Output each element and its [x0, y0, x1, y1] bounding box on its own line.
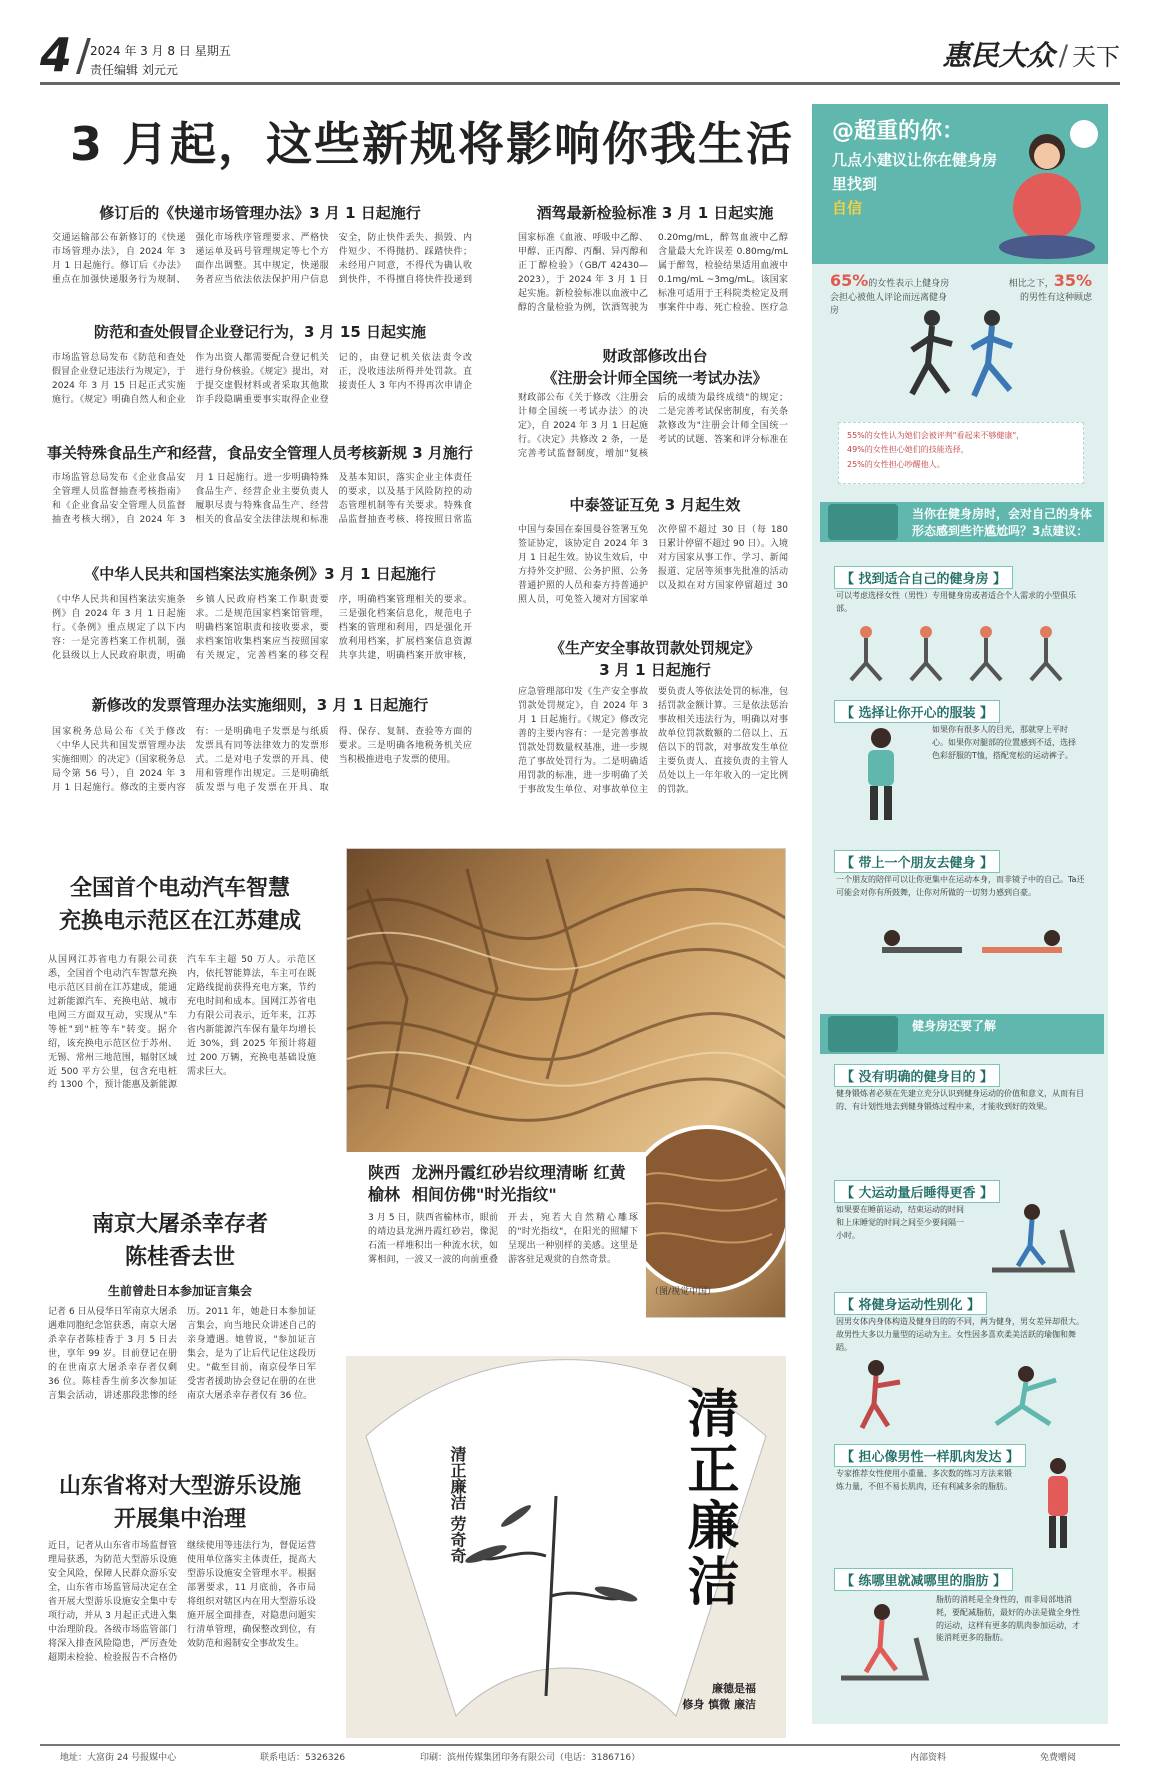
cpa-body: 财政部公布《关于修改〈注册会计师全国统一考试办法〉的决定》，自 2024 年 3 月 1 日起施行。《决定》共修改 2 条，一是完善考试监督制度，增加"复核后的成绩为最终成绩"的规定；二是完善考试保密制度，有关条款修改为"注册会计师全国统一考试的试题、答案和评分标准在 [518, 393, 788, 459]
nanjing-title: 南京大屠杀幸存者 陈桂香去世 [91, 1211, 268, 1270]
photo-credit: （图/视觉中国） [650, 1287, 717, 1297]
footer-phone: 联系电话：5326326 [260, 1753, 346, 1763]
tip1-heading: 【 找到适合自己的健身房 】 [834, 566, 1013, 589]
heart-dumbbell-icon [828, 1016, 898, 1052]
tip4-text: 健身锻炼者必须在先建立充分认识到健身运动的价值和意义，从而有目的、有计划性地去到健身锻炼过程中来，才能收到好的效果。 [836, 1089, 1084, 1111]
footer-address: 地址：大富街 24 号报媒中心 [60, 1753, 177, 1763]
ride-title: 山东省将对大型游乐设施 开展集中治理 [58, 1473, 301, 1532]
tip7-text: 专家推荐女性使用小重量、多次数的练习方法来锻炼力量，不但不易长肌肉，还有利减多余的脂肪。 [836, 1469, 1012, 1491]
tip3-heading: 【 带上一个朋友去健身 】 [834, 850, 1000, 873]
footer-internal: 内部资料 [910, 1753, 947, 1763]
page-number: 4 [40, 28, 73, 82]
nanjing-byline: 生前曾赴日本参加证言集会 [107, 1284, 252, 1298]
partner-workout-illustration [872, 910, 1072, 970]
kettlebell-illustration [1028, 1454, 1088, 1554]
banner-title: @超重的你： [832, 119, 965, 144]
boxing-dance-illustration [836, 1354, 1086, 1434]
runner-treadmill-illustration [836, 1598, 936, 1688]
fake-body: 市场监管总局发布《防范和查处假冒企业登记违法行为规定》，于 2024 年 3 月 15 日起正式实施施行。《规定》明确自然人和企业作为出资人都需要配合登记机关进行身份核验。《规定》提出，对于提交虚假材料或者采取其他欺诈手段隐瞒重要事实取得企业登记的，由登记机关依法责令改正，没收违法所得并处罚款。直接责任人 3 年内不得再次申请企 [52, 353, 472, 405]
main-title: 3 月起，这些新规将影响你我生活 [70, 117, 795, 171]
tip4-heading: 【 没有明确的健身目的 】 [834, 1064, 1000, 1087]
ride-body: 近日，记者从山东省市场监督管理局获悉，为防范大型游乐设施安全风险，保障人民群众游乐安全，山东省市场监管局决定在全省开展大型游乐设施安全集中专项行动，并从 3 月起正式进入集中治理阶段。各级市场监管部门将深入排查风险隐患，严厉查处超期未检验、检验报告不合格仍继续使用等违法行为，督促运营使用单位落实主体责任，提高大型游乐设施安全管理水平。根据部署要求，11 月底前，各市局将组织对辖区内在用大型游乐设施开展全面排查，对隐患问题实行清单管理，确保整改到位，有效防范和遏制安全事故发生。 [48, 1541, 316, 1663]
visa-title: 中泰签证互免 3 月起生效 [569, 496, 741, 514]
poster-title: 清正廉洁 [678, 1386, 739, 1610]
footer-print: 印刷：滨州传媒集团印务有限公司（电话：3186716） [420, 1753, 641, 1763]
brand-logo [943, 34, 1120, 74]
safety-title: 《生产安全事故罚款处罚规定》 3 月 1 日起施行 [549, 639, 760, 679]
tip8-heading: 【 练哪里就减哪里的脂肪 】 [834, 1568, 1013, 1591]
tip3-text: 一个朋友的陪伴可以让你更集中在运动本身，而非镜子中的自己。Ta还可能会对你有所鼓舞，让你对所做的一切努力感到自豪。 [836, 875, 1085, 897]
tip2-text: 如果你有很多人的目光，那就穿上平时心。如果你对腿部的位置感到不适，选择色彩舒服的T恤，搭配宽松的运动裤子。 [932, 725, 1076, 760]
poster-footer [682, 1681, 756, 1712]
tip6-heading: 【 将健身运动性别化 】 [834, 1292, 987, 1315]
drink-body: 国家标准《血液、呼吸中乙醇、甲醇、正丙醇、丙酮、异丙醇和正丁醇检验》（GB/T 42430—2023），于 2024 年 3 月 1 日起实施。新检验标准以血液中乙醇的含量检验为例，饮酒驾驶为 0.20mg/mL，醉驾血液中乙醇含量最大允许误差 0.80mg/mL 属于醉驾，检验结果适用血液中 0.1mg/mL ~3mg/mL。该国家标准可适用于王科院类检定及刑事案件中毒、死亡检验、医疗急 [518, 233, 788, 313]
visa-body: 中国与泰国在泰国曼谷签署互免签证协定，该协定自 2024 年 3 月 1 日起生效。协议生效后，中方持外交护照、公务护照、公务普通护照的人员和泰方持普通护照人员，可免签入境对方国家单次停留不超过 30 日（每 180 日累计停留不超过 90 日）。入境对方国家从事工作、学习、新闻报道、定居等须事先批准的活动以及拟在对方国家停留超过 30 [518, 525, 788, 605]
archive-title: 《中华人民共和国档案法实施条例》3 月 1 日起施行 [84, 565, 436, 583]
banner-subtitle: 几点小建议让你在健身房里找到 自信 [832, 151, 998, 217]
tip7-heading: 【 担心像男性一样肌肉发达 】 [834, 1444, 1026, 1467]
tip5-text: 如果要在睡前运动，结束运动的时间和上床睡觉的时间之间至少要间隔一小时。 [836, 1205, 964, 1240]
tip1-text: 可以考虑选择女性（男性）专用健身房或者适合个人需求的小型俱乐部。 [836, 591, 1076, 613]
stat-dash-box: 55%的女性认为她们会被评判"看起来不够健康"， 49%的女性担心她们的技能选择， 25%的女性担心吵醒他人。 [838, 422, 1084, 484]
tip5-heading: 【 大运动量后睡得更香 】 [834, 1180, 1000, 1203]
infographic-banner [812, 104, 1108, 264]
safety-body: 应急管理部印发《生产安全事故罚款处罚规定》，自 2024 年 3 月 1 日起施行。《规定》修改完善的主要内容有：一是完善事故罚款处罚数量权基准，进一步规范了事故处罚行为。二是明确适用罚款的标准，进一步明确了关于事故发生单位、对事故单位主要负责人等依法处罚的标准，包括罚款金额计算。三是依法惩治事故相关违法行为，明确以对事故单位罚款数额的二倍以上、五倍以下的罚款，对事故发生单位主要负责人、直接负责的主管人员处以上一年年收入的一定比例的罚款。 [518, 687, 788, 795]
editor-credit: 责任编辑 刘元元 [90, 63, 178, 77]
page-footer [40, 1744, 1120, 1763]
gym-equipment-icon [828, 504, 898, 540]
woman-drinking-illustration [836, 724, 926, 824]
runners-illustration [882, 304, 1042, 414]
poster-side-text: 清正廉洁 劳奇奇 [448, 1446, 467, 1564]
page-slash: / [76, 30, 91, 81]
brand-name: 惠民大众 [942, 39, 1055, 72]
fitness-infographic [812, 104, 1108, 1724]
archive-body: 《中华人民共和国档案法实施条例》自 2024 年 3 月 1 日起施行。《条例》重点规定了以下内容：一是完善档案工作机制，强化县级以上人民政府职责，明确乡镇人民政府档案工作职责要求。二是规范国家档案馆管理，明确档案馆职责和接收要求，要求档案馆收集档案应当按照国家有关规定，完善档案的移交程序，明确档案管理相关的要求。三是强化档案信息化，规范电子档案的管理和利用，四是强化开放利用档案，扩展档案信息资源共享共建，明确档案开放审核， [52, 595, 472, 661]
photo-body: 3 月 5 日，陕西省榆林市，眼前的靖边县龙洲丹霞红砂岩，像泥石流一样堆积出一种流水状，如雾相间，一波又一波的向前重叠开去，宛若大自然精心雕琢的"时光指纹"，在阳光的照耀下呈现出一种别样的美感。这里是游客驻足观赏的自然奇景。 [368, 1213, 638, 1265]
drink-title: 酒驾最新检验标准 3 月 1 日起实施 [536, 204, 774, 222]
brand-separator: / [1058, 39, 1068, 72]
tip8-text: 脂肪的消耗是全身性的，而非局部地消耗，要配减脂肪，最好的办法是做全身性的运动，这样有更多的肌肉参加运动，才能消耗更多的脂肪。 [936, 1595, 1080, 1643]
section-name: 天下 [1072, 43, 1120, 71]
poster-foot-sub: 修身 慎微 廉洁 [682, 1697, 756, 1711]
stat-men: 相比之下，35% 的男性有这种顾虑 [1008, 271, 1092, 304]
tips-band-1: 当你在健身房时，会对自己的身体形态感到些许尴尬吗？3点建议： [820, 502, 1104, 542]
footer-free: 免费赠阅 [1040, 1753, 1077, 1763]
nanjing-body: 记者 6 日从侵华日军南京大屠杀遇难同胞纪念馆获悉，南京大屠杀幸存者陈桂香于 3 月 5 日去世，享年 99 岁。目前登记在册的在世南京大屠杀幸存者仅剩 36 位。陈桂香生前多次参加证言集会活动，讲述那段悲惨的经历。2011 年，她赴日本参加证言集会，向当地民众讲述自己的亲身遭遇。她曾说，"参加证言集会，是为了让后代记住这段历史。"截至目前，南京侵华日军受害者援助协会登记在册的在世南京大屠杀幸存者仅有 36 位。 [48, 1307, 316, 1401]
tip6-text: 因男女体内身体构造及健身目的的不同，两为健身，男女差异却很大。故男性大多以力量型的运动为主。女性因多喜欢柔美活跃的瑜伽和舞蹈。 [836, 1317, 1084, 1352]
cpa-title: 财政部修改出台 《注册会计师全国统一考试办法》 [542, 347, 768, 387]
issue-date: 2024 年 3 月 8 日 星期五 [90, 44, 231, 58]
treadmill-illustration [982, 1200, 1082, 1280]
page-header [40, 30, 1120, 85]
ev-body: 从国网江苏省电力有限公司获悉，全国首个电动汽车智慧充换电示范区目前在江苏建成，能通过新能源汽车、充换电站、城市电网三方面双互动，实现从"车等桩"到"桩等车"转变。据介绍，该充换电示范区位于苏州、无锡、常州三地范围，辐射区域近 500 平方公里，包含充电桩约 1300 个，预计能惠及新能源汽车车主超 50 万人。示范区内，依托智能算法，车主可在既定路线提前获得充电方案，节约充电时间和成本。国网江苏省电力有限公司表示，近年来，江苏省内新能源汽车保有量年均增长近 30%，到 2025 年预计将超过 200 万辆，充换电基础设施需求巨大。 [48, 955, 316, 1091]
yoga-group-illustration [836, 618, 1086, 688]
food-title: 事关特殊食品生产和经营，食品安全管理人员考核新规 3 月施行 [47, 444, 473, 462]
ev-title: 全国首个电动汽车智慧 充换电示范区在江苏建成 [58, 875, 301, 934]
fake-title: 防范和查处假冒企业登记行为，3 月 15 日起实施 [94, 323, 426, 341]
food-body: 市场监管总局发布《企业食品安全管理人员监督抽查考核指南》和《企业食品安全管理人员监督抽查考核大纲》，自 2024 年 3 月 1 日起施行。进一步明确特殊食品生产、经营企业主要负责人履职尽责与特殊食品生产、经营相关的食品安全法律法规和标准及基本知识，落实企业主体责任的要求，以及基于风险防控的动态管理机制等有关要求。特殊食品监督抽查考核、将按照日常监 [52, 473, 472, 525]
express-body: 交通运输部公布新修订的《快递市场管理办法》，自 2024 年 3 月 1 日起施行。修订后《办法》重点在加强快递服务行为规制、强化市场秩序管理要求、严格快递运单及码号管理规定等七个方面作出调整。其中规定，快递服务者应当依法依法保护用户信息安全，防止快件丢失、损毁、内件短少、不得抛扔、踩踏快件；未经用户同意，不得代为确认收到快件，不得擅自将快件投递到 [52, 233, 472, 285]
poster-foot-title: 廉德是福 [712, 1682, 756, 1696]
tip2-heading: 【 选择让你开心的服装 】 [834, 700, 1000, 723]
invoice-title: 新修改的发票管理办法实施细则，3 月 1 日起施行 [91, 696, 429, 714]
express-title: 修订后的《快递市场管理办法》3 月 1 日起施行 [99, 204, 421, 222]
tips-band-2: 健身房还要了解 [820, 1014, 1104, 1054]
sitting-woman-illustration [992, 112, 1102, 262]
integrity-poster [346, 1356, 786, 1738]
photo-title: 龙洲丹霞红砂岩纹理清晰 红黄相间仿佛"时光指纹" [412, 1163, 626, 1205]
invoice-body: 国家税务总局公布《关于修改〈中华人民共和国发票管理办法实施细则〉的决定》（国家税务总局令第 56 号），自 2024 年 3 月 1 日起施行。修改的主要内容有：一是明确电子发票是与纸质发票具有同等法律效力的发票形式。二是对电子发票的开具、使用和管理作出规定。三是明确纸质发票与电子发票在开具、取得、保存、复制、查验等方面的要求。三是明确各地税务机关应当积极推进电子发票的使用。 [52, 727, 472, 793]
stat-women: 65%的女性表示上健身房会担心被他人评论而远离健身房 [830, 271, 950, 316]
photo-location: 陕西榆林 [368, 1163, 401, 1205]
